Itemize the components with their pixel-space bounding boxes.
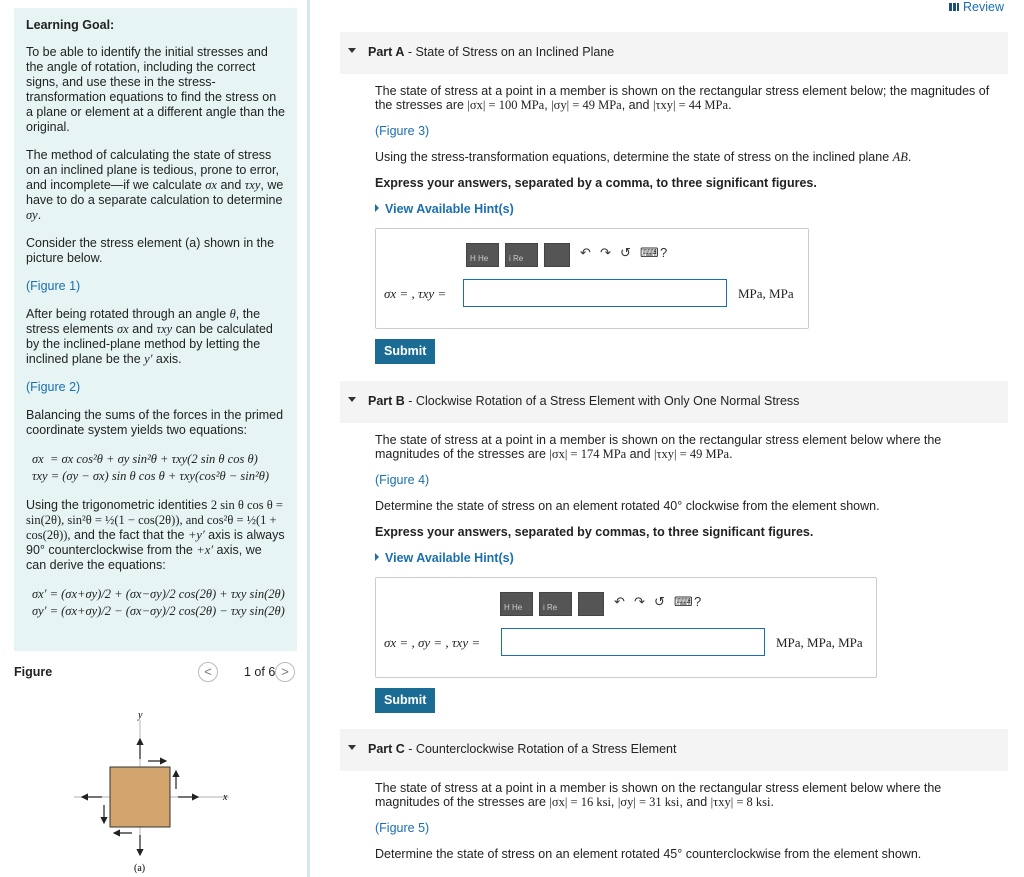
tb-label: i Re	[509, 254, 524, 263]
undo-icon[interactable]: ↶	[580, 245, 591, 260]
tau-xy-value: |τxy| = 49 MPa	[654, 447, 730, 461]
text: Using the trigonometric identities	[26, 498, 211, 512]
part-b-units: MPa, MPa, MPa	[776, 635, 863, 650]
transformation-equations	[32, 586, 285, 620]
part-a-answer-box	[375, 228, 809, 329]
text: and	[216, 178, 245, 192]
part-b-submit-button[interactable]: Submit	[375, 688, 435, 713]
vector-button[interactable]	[544, 243, 570, 267]
x-axis-label: x	[223, 792, 228, 803]
part-b-instructions: Express your answers, separated by commas, to three significant figures.	[375, 525, 814, 539]
plane-label: AB	[892, 150, 908, 164]
redo-icon[interactable]: ↷	[600, 245, 611, 260]
previous-figure-button[interactable]: <	[198, 662, 218, 682]
sigma-x-symbol: σx	[117, 322, 129, 336]
part-a-answer-label: σx = , τxy =	[384, 286, 447, 301]
text: .	[37, 208, 42, 222]
part-a-instructions: Express your answers, separated by a comma, to three significant figures.	[375, 176, 817, 190]
part-c-statement: The state of stress at a point in a member is shown on the rectangular stress element below where the magnitudes of the stresses are |σx| = 16 ksi, |σy| = 31 ksi, and |τxy| = 8 ksi.	[375, 781, 942, 809]
left-panel	[0, 0, 306, 877]
part-b-hint-toggle[interactable]	[375, 551, 1008, 565]
part-label: Part C	[368, 742, 405, 756]
trig-identities: 2 sin θ cos θ = sin(2θ), sin²θ = ½(1 − cos(2θ)), and cos²θ = ½(1 + cos(2θ)),	[26, 498, 283, 542]
part-a-units: MPa, MPa	[738, 286, 794, 301]
part-c-body	[340, 771, 1008, 861]
part-c-question: Determine the state of stress on an element rotated 45° counterclockwise from the element shown.	[375, 847, 922, 861]
tau-xy-value: |τxy| = 44 MPa	[652, 98, 729, 112]
part-title-text: - Counterclockwise Rotation of a Stress Element	[404, 742, 677, 756]
text: After being rotated through an angle	[26, 307, 230, 321]
part-b-question: Determine the state of stress on an element rotated 40° clockwise from the element shown.	[375, 499, 880, 513]
redo-icon[interactable]: ↷	[634, 594, 645, 609]
equation-4: σy′ = (σx+σy)/2 − (σx−σy)/2 cos(2θ) − τxy sin(2θ)	[32, 604, 285, 618]
part-b-answer-box	[375, 577, 877, 678]
text: axis.	[152, 352, 182, 366]
expand-arrow-icon	[375, 204, 379, 212]
panel-divider[interactable]	[307, 0, 310, 877]
part-c-title	[368, 742, 676, 756]
text: , we have to do a separate calculation to determine	[26, 178, 284, 207]
part-a-header[interactable]	[340, 32, 1008, 74]
part-c	[340, 729, 1008, 873]
review-label: Review	[963, 0, 1004, 14]
part-a-hint-toggle[interactable]	[375, 202, 1008, 216]
sigma-y-symbol: σy	[26, 208, 38, 222]
part-a-submit-button[interactable]: Submit	[375, 339, 435, 364]
hint-label: View Available Hint(s)	[385, 551, 514, 565]
goal-paragraph-4	[26, 307, 285, 367]
text: The state of stress at a point in a member is shown on the rectangular stress element below; the magnitudes of the stresses are	[375, 84, 990, 112]
figure-3-link[interactable]: (Figure 3)	[375, 124, 430, 138]
stress-element-figure	[14, 695, 298, 877]
stress-element-square	[110, 767, 170, 827]
text: The state of stress at a point in a member is shown on the rectangular stress element below where the magnitudes of the stresses are	[375, 781, 942, 809]
template-button[interactable]	[500, 592, 533, 616]
y-axis-label: y	[138, 710, 143, 721]
figure-title: Figure	[14, 665, 53, 679]
tau-xy-symbol: τxy	[244, 178, 261, 192]
template-button[interactable]	[466, 243, 499, 267]
learning-goal-heading: Learning Goal:	[26, 18, 115, 32]
part-a-answer-input[interactable]	[463, 279, 727, 307]
symbol-button[interactable]	[539, 592, 572, 616]
part-a-body	[340, 74, 1008, 364]
part-a-title	[368, 45, 614, 59]
text: axis, we can derive the equations:	[26, 543, 262, 572]
sigma-x-value: |σx| = 100 MPa	[467, 98, 545, 112]
keyboard-icon[interactable]: ⌨	[674, 594, 693, 609]
equation-2: τxy = (σy − σx) sin θ cos θ + τxy(cos²θ − sin²θ)	[32, 469, 270, 483]
tau-xy-value: |τxy| = 8 ksi	[710, 795, 771, 809]
reset-icon[interactable]: ↺	[654, 594, 665, 609]
text: and	[128, 322, 157, 336]
part-title-text: - State of Stress on an Inclined Plane	[404, 45, 615, 59]
collapse-caret-icon	[348, 745, 356, 750]
plus-x-prime: +x′	[196, 543, 214, 557]
sigma-y-value: |σy| = 49 MPa	[551, 98, 622, 112]
symbol-button[interactable]	[505, 243, 538, 267]
figure-5-link[interactable]: (Figure 5)	[375, 821, 430, 835]
part-b-body	[340, 423, 1008, 713]
undo-icon[interactable]: ↶	[614, 594, 625, 609]
tb-label: H He	[504, 603, 523, 612]
part-label: Part A	[368, 45, 405, 59]
vector-button[interactable]	[578, 592, 604, 616]
y-prime-symbol: y′	[144, 352, 153, 366]
tau-xy-symbol: τxy	[156, 322, 173, 336]
equation-3: σx′ = (σx+σy)/2 + (σx−σy)/2 cos(2θ) + τxy sin(2θ)	[32, 587, 285, 601]
equilibrium-equations	[32, 451, 285, 485]
sigma-y-value: |σy| = 31 ksi	[617, 795, 680, 809]
text: Using the stress-transformation equations, determine the state of stress on the inclined plane	[375, 150, 893, 164]
goal-paragraph-3: Consider the stress element (a) shown in the picture below.	[26, 236, 275, 265]
part-b-statement: The state of stress at a point in a member is shown on the rectangular stress element below where the magnitudes of the stresses are |σx| = 174 MPa and |τxy| = 49 MPa.	[375, 433, 942, 461]
goal-paragraph-5: Balancing the sums of the forces in the primed coordinate system yields two equations:	[26, 408, 284, 437]
text: , the stress elements	[26, 307, 261, 336]
figure-2-link[interactable]: (Figure 2)	[26, 380, 81, 394]
figure-counter: 1 of 6	[244, 665, 276, 679]
part-a-statement: The state of stress at a point in a member is shown on the rectangular stress element below; the magnitudes of the stresses are |σx| = 100 MPa, |σy| = 49 MPa, and |τxy| = 44 MPa.	[375, 84, 990, 112]
reset-icon[interactable]: ↺	[620, 245, 631, 260]
part-b-answer-input[interactable]	[501, 628, 765, 656]
review-icon	[949, 3, 959, 11]
part-c-header[interactable]	[340, 729, 1008, 771]
keyboard-icon[interactable]: ⌨	[640, 245, 659, 260]
figure-header	[14, 660, 298, 686]
equation-1: σx = σx cos²θ + σy sin²θ + τxy(2 sin θ cos θ)	[32, 452, 258, 466]
part-b-answer-label: σx = , σy = , τxy =	[384, 635, 481, 650]
plus-y-prime: +y′	[187, 528, 205, 542]
part-a-question: Using the stress-transformation equations, determine the state of stress on the inclined plane AB.	[375, 150, 912, 164]
help-icon[interactable]: ?	[694, 594, 702, 609]
hint-label: View Available Hint(s)	[385, 202, 514, 216]
tb-label: i Re	[543, 603, 558, 612]
sigma-x-symbol: σx	[205, 178, 217, 192]
goal-paragraph-6	[26, 498, 285, 573]
figure-4-link[interactable]: (Figure 4)	[375, 473, 430, 487]
collapse-caret-icon	[348, 397, 356, 402]
tb-label: H He	[470, 254, 489, 263]
figure-caption: (a)	[134, 863, 146, 874]
text: axis is always 90° counterclockwise from the	[26, 528, 285, 557]
sigma-x-value: |σx| = 174 MPa	[549, 447, 627, 461]
review-link[interactable]	[949, 0, 1004, 14]
learning-goal-panel	[14, 8, 297, 651]
collapse-caret-icon	[348, 48, 356, 53]
text: and the fact that the	[70, 528, 188, 542]
text: can be calculated by the inclined-plane method by letting the inclined plane be the	[26, 322, 273, 366]
part-title-text: - Clockwise Rotation of a Stress Element with Only One Normal Stress	[404, 394, 800, 408]
theta-symbol: θ	[229, 307, 236, 321]
goal-paragraph-2	[26, 148, 285, 223]
next-figure-button[interactable]: >	[275, 662, 295, 682]
text: The state of stress at a point in a member is shown on the rectangular stress element below where the magnitudes of the stresses are	[375, 433, 942, 461]
goal-paragraph-1: To be able to identify the initial stresses and the angle of rotation, including the correct signs, and use these in the stress-transformation equations to find the stress on a plane or element at a different angle than the original.	[26, 45, 285, 134]
sigma-x-value: |σx| = 16 ksi	[549, 795, 611, 809]
part-label: Part B	[368, 394, 405, 408]
part-b	[340, 381, 1008, 713]
text: The method of calculating the state of stress on an inclined plane is tedious, prone to error, and incomplete—if we calculate	[26, 148, 279, 192]
part-a	[340, 32, 1008, 364]
help-icon[interactable]: ?	[660, 245, 668, 260]
expand-arrow-icon	[375, 553, 379, 561]
part-b-header[interactable]	[340, 381, 1008, 423]
figure-1-link[interactable]: (Figure 1)	[26, 279, 81, 293]
part-b-title	[368, 394, 799, 408]
